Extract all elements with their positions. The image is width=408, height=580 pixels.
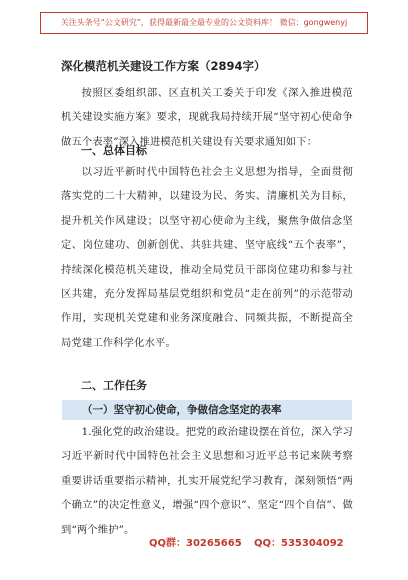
goals-block: [61, 160, 353, 355]
goals-paragraph: 以习近平新时代中国特色社会主义思想为指导，全面贯彻落实党的二十大精神，以建设为民、务实、清廉机关为目标，提升机关作风建设；以坚守初心使命为主线，聚焦争做信念坚定、岗位建功、创新创优、共驻共建、坚守底线“五个表率”，持续深化模范机关建设，推动全局党员干部岗位建功和参与社区共建，充分发挥局基层党组织和党员“走在前列”的示范带动作用，实现机关党建和业务深度融合、同频共振，不断提高全局党建工作科学化水平。: [61, 166, 353, 349]
promo-banner: 关注头条号“公文研究”，获得最新最全最专业的公文资料库！ 微信：gongwenyj: [40, 12, 368, 34]
intro-paragraph: 按照区委组织部、区直机关工委关于印发《深入推进模范机关建设实施方案》要求，现就我局持续开展“坚守初心使命争做五个表率”深入推进模范机关建设有关要求通知如下：: [61, 87, 353, 148]
qq-group-number: QQ群：30265665: [149, 538, 242, 549]
section-heading-goals: 一、总体目标: [81, 144, 147, 157]
qq-number: QQ：535304092: [254, 538, 344, 549]
document-title: 深化模范机关建设工作方案（2894字）: [61, 59, 266, 73]
task1-paragraph: 1.强化党的政治建设。把党的政治建设摆在首位，深入学习习近平新时代中国特色社会主义思想和习近平总书记来陕考察重要讲话重要指示精神，扎实开展党纪学习教育，深刻领悟“两个确立”的决定性意义，增强“四个意识”、坚定“四个自信”、做到“两个维护”。: [61, 426, 353, 536]
footer: [0, 534, 408, 554]
task1-block: [61, 420, 353, 542]
subsection-heading: （一）坚守初心使命，争做信念坚定的表率: [62, 400, 352, 420]
section-heading-tasks: 二、工作任务: [81, 379, 147, 392]
